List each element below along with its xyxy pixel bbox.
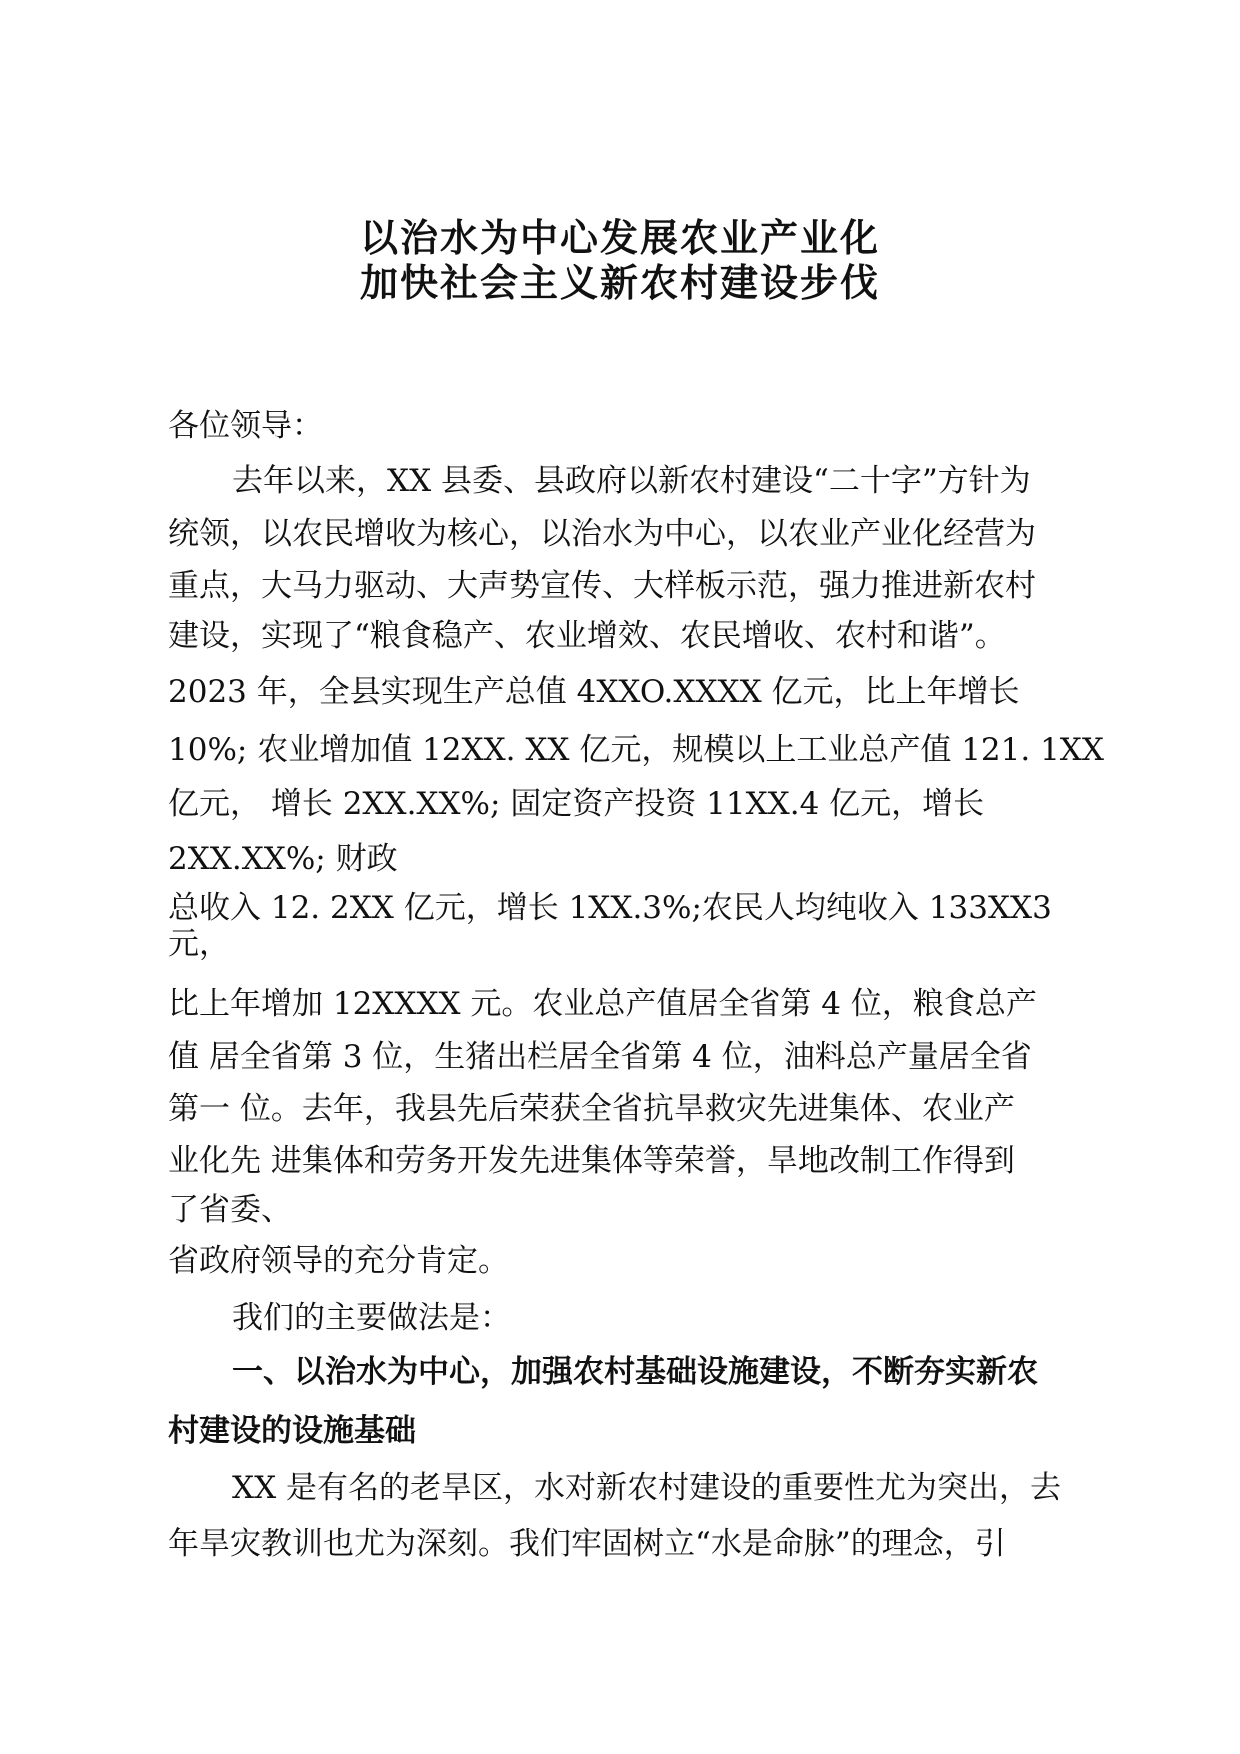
paragraph-line: 统领，以农民增收为核心，以治水为中心，以农业产业化经营为 xyxy=(168,516,1036,552)
paragraph-line: 了省委、 xyxy=(168,1192,292,1228)
paragraph-line: 第一 位。去年，我县先后荣获全省抗旱救灾先进集体、农业产 xyxy=(168,1091,1015,1127)
paragraph-line: 元， xyxy=(168,926,230,962)
section-heading-line-1: 一、以治水为中心，加强农村基础设施建设，不断夯实新农 xyxy=(232,1354,1038,1390)
paragraph-line: 重点，大马力驱动、大声势宣传、大样板示范，强力推进新农村 xyxy=(168,568,1036,604)
methods-intro: 我们的主要做法是： xyxy=(232,1300,511,1336)
paragraph-line: 2023 年，全县实现生产总值 4XXO.XXXX 亿元，比上年增长 xyxy=(168,674,1020,710)
document-title-line-1: 以治水为中心发展农业产业化 xyxy=(359,216,880,260)
section-heading-line-2: 村建设的设施基础 xyxy=(168,1413,416,1449)
salutation: 各位领导： xyxy=(168,408,323,444)
paragraph-line: 总收入 12. 2XX 亿元，增长 1XX.3%;农民人均纯收入 133XX3 xyxy=(168,890,1052,926)
paragraph-line: 亿元， 增长 2XX.XX%; 固定资产投资 11XX.4 亿元，增长 xyxy=(168,786,985,822)
paragraph-line: 比上年增加 12XXXX 元。农业总产值居全省第 4 位，粮食总产 xyxy=(168,986,1037,1022)
paragraph-line: XX 是有名的老旱区，水对新农村建设的重要性尤为突出，去 xyxy=(232,1470,1061,1506)
paragraph-line: 10%; 农业增加值 12XX. XX 亿元，规模以上工业总产值 121. 1XX xyxy=(168,732,1104,768)
document-title-line-2: 加快社会主义新农村建设步伐 xyxy=(359,261,880,305)
paragraph-line: 值 居全省第 3 位，生猪出栏居全省第 4 位，油料总产量居全省 xyxy=(168,1039,1032,1075)
paragraph-line: 去年以来，XX 县委、县政府以新农村建设“二十字”方针为 xyxy=(232,463,1031,499)
paragraph-line: 年旱灾教训也尤为深刻。我们牢固树立“水是命脉”的理念，引 xyxy=(168,1526,1006,1562)
paragraph-line: 建设，实现了“粮食稳产、农业增效、农民增收、农村和谐”。 xyxy=(168,618,1006,654)
paragraph-line: 业化先 进集体和劳务开发先进集体等荣誉，旱地改制工作得到 xyxy=(168,1143,1015,1179)
paragraph-line: 2XX.XX%; 财政 xyxy=(168,841,398,877)
paragraph-line: 省政府领导的充分肯定。 xyxy=(168,1243,509,1279)
